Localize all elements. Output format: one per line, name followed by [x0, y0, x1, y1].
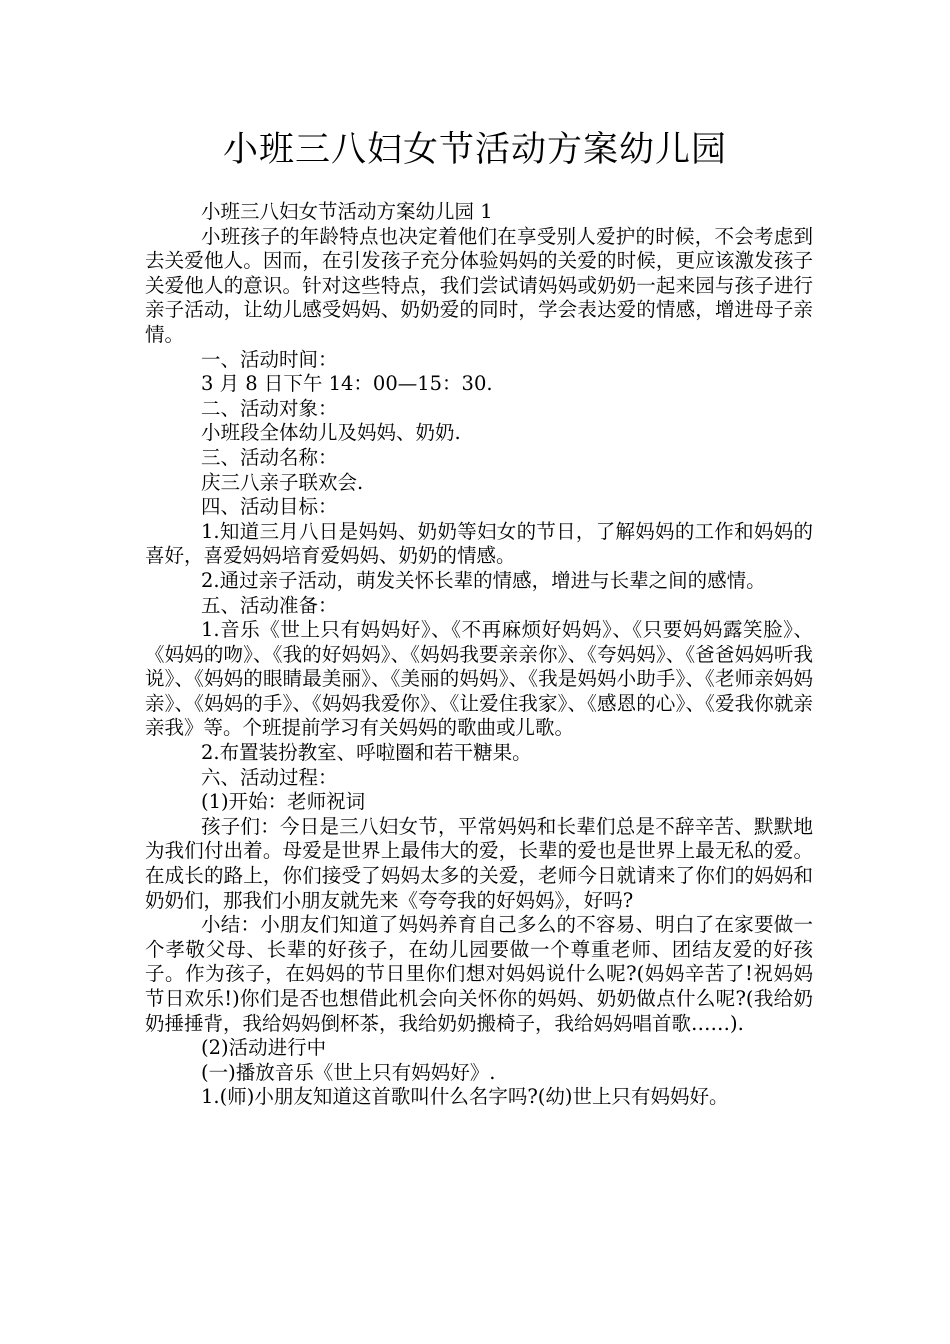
paragraph-summary: 小结：小朋友们知道了妈妈养育自己多么的不容易、明白了在家要做一个孝敬父母、长辈的好孩子，在幼儿园要做一个尊重老师、团结友爱的好孩子。作为孩子，在妈妈的节日里你们想对妈妈说什么呢?(妈妈辛苦了!祝妈妈节日欢乐!)你们是否也想借此机会向关怀你的妈妈、奶奶做点什么呢?(我给奶奶捶捶背，我给妈妈倒杯茶，我给奶奶搬椅子，我给妈妈唱首歌……).	[145, 913, 813, 1035]
paragraph-goal-2: 2.通过亲子活动，萌发关怀长辈的情感，增进与长辈之间的感情。	[201, 568, 766, 592]
heading-activity-name: 三、活动名称：	[201, 445, 338, 469]
paragraph-process-ongoing: (2)活动进行中	[201, 1036, 327, 1060]
document-title: 小班三八妇女节活动方案幼儿园	[222, 130, 727, 170]
paragraph-activity-target: 小班段全体幼儿及妈妈、奶奶.	[201, 421, 461, 445]
paragraph-teacher-speech: 孩子们：今日是三八妇女节，平常妈妈和长辈们总是不辞辛苦、默默地为我们付出着。母爱是世界上最伟大的爱，长辈的爱也是世界上最无私的爱。在成长的路上，你们接受了妈妈太多的关爱，老师今日就请来了你们的妈妈和奶奶们，那我们小朋友就先来《夸夸我的好妈妈》，好吗?	[145, 814, 813, 912]
paragraph-activity-time: 3 月 8 日下午 14：00—15：30.	[201, 372, 493, 396]
paragraph-intro: 小班孩子的年龄特点也决定着他们在享受别人爱护的时候，不会考虑到去关爱他人。因而，在引发孩子充分体验妈妈的关爱的时候，更应该激发孩子关爱他人的意识。针对这些特点，我们尝试请妈妈或奶奶一起来园与孩子进行亲子活动，让幼儿感受妈妈、奶奶爱的同时，学会表达爱的情感，增进母子亲情。	[145, 224, 813, 346]
paragraph-play-music: (一)播放音乐《世上只有妈妈好》.	[201, 1060, 496, 1084]
document-body	[145, 200, 813, 1110]
paragraph-preparation-2: 2.布置装扮教室、呼啦圈和若干糖果。	[201, 741, 532, 765]
heading-activity-time: 一、活动时间：	[201, 347, 338, 371]
paragraph-subtitle: 小班三八妇女节活动方案幼儿园 1	[201, 200, 493, 223]
paragraph-goal-1: 1.知道三月八日是妈妈、奶奶等妇女的节日，了解妈妈的工作和妈妈的喜好，喜爱妈妈培育爱妈妈、奶奶的情感。	[145, 519, 813, 568]
heading-activity-preparation: 五、活动准备：	[201, 593, 338, 617]
heading-activity-process: 六、活动过程：	[201, 765, 338, 789]
heading-activity-goals: 四、活动目标：	[201, 495, 338, 519]
paragraph-preparation-1: 1.音乐《世上只有妈妈好》、《不再麻烦好妈妈》、《只要妈妈露笑脸》、《妈妈的吻》、《我的好妈妈》、《妈妈我要亲亲你》、《夸妈妈》、《爸爸妈妈听我说》、《妈妈的眼睛最美丽》、《美丽的妈妈》、《我是妈妈小助手》、《老师亲妈妈亲》、《妈妈的手》、《妈妈我爱你》、《让爱住我家》、《感恩的心》、《爱我你就亲亲我》等。个班提前学习有关妈妈的歌曲或儿歌。	[145, 618, 813, 740]
heading-activity-target: 二、活动对象：	[201, 396, 338, 420]
paragraph-question-1: 1.(师)小朋友知道这首歌叫什么名字吗?(幼)世上只有妈妈好。	[201, 1085, 729, 1109]
paragraph-process-start: (1)开始：老师祝词	[201, 790, 366, 814]
paragraph-activity-name: 庆三八亲子联欢会.	[201, 470, 364, 494]
